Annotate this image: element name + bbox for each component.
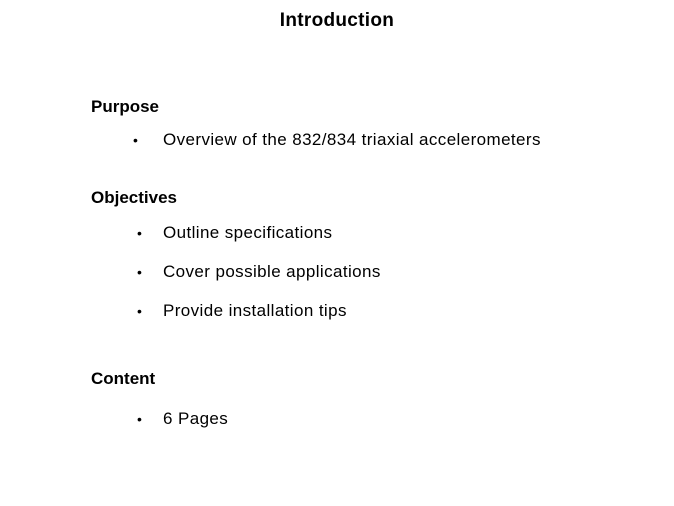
bullet-text: Provide installation tips xyxy=(163,301,347,320)
bullet-text: 6 Pages xyxy=(163,409,229,428)
bullet-dot-icon: • xyxy=(137,264,143,280)
bullet-dot-icon: • xyxy=(137,411,143,427)
slide-title: Introduction xyxy=(279,10,395,31)
bullet-dot-icon: • xyxy=(137,303,143,319)
bullet-text: Outline specifications xyxy=(163,223,333,242)
bullet-dot-icon: • xyxy=(133,132,139,148)
bullet-text: Cover possible applications xyxy=(163,262,381,281)
objectives-heading: Objectives xyxy=(91,188,177,207)
content-heading: Content xyxy=(91,369,156,388)
bullet-dot-icon: • xyxy=(137,225,143,241)
purpose-heading: Purpose xyxy=(91,97,160,116)
bullet-text: Overview of the 832/834 triaxial accelerometers xyxy=(163,130,541,149)
